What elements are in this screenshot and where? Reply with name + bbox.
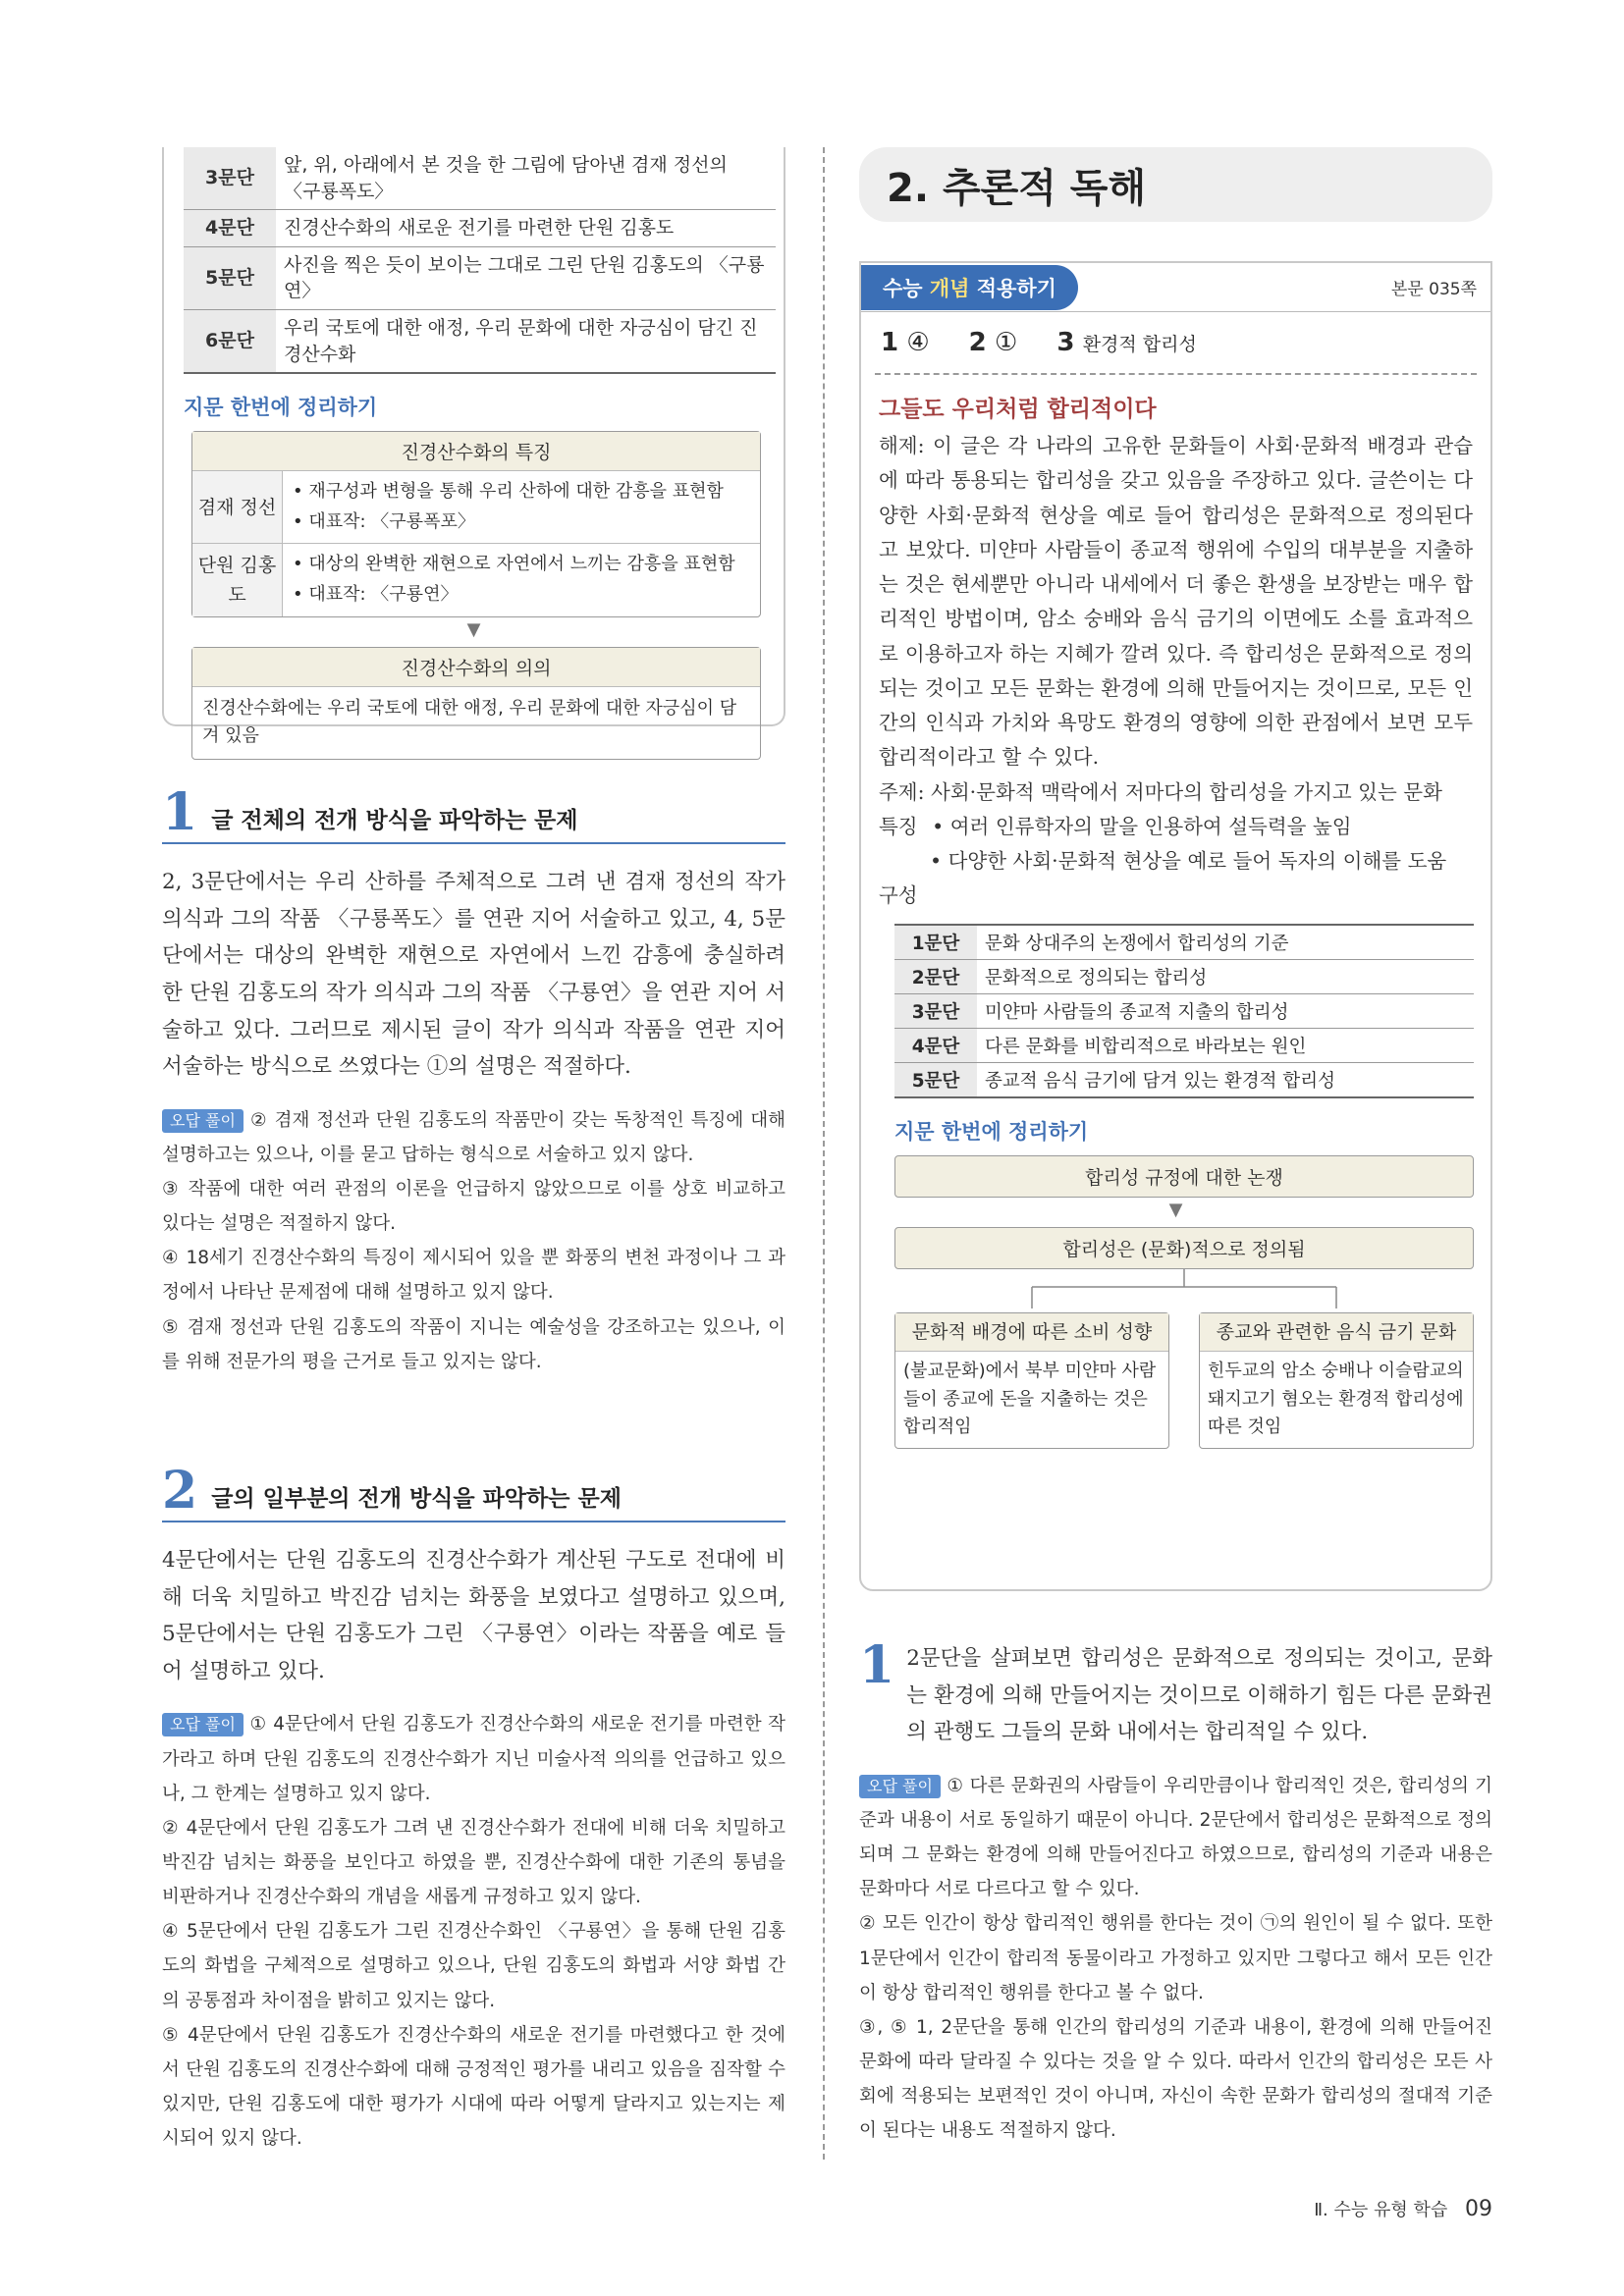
table-row [184,309,776,373]
wrong-answer-item: ⑤ 겸재 정선과 단원 김홍도의 작품이 지니는 예술성을 강조하고는 있으나, 이를 위해 전문가의 평을 근거로 들고 있지는 않다. [162,1316,785,1372]
question-number: 2 [162,1460,198,1521]
arrow-down-icon: ▼ [1168,1199,1183,1220]
structure-label: 구성 [879,883,918,908]
structure-table [894,924,1474,1098]
paragraph-label: 5문단 [184,246,276,309]
box-body: (불교문화)에서 북부 미얀마 사람들이 종교에 돈을 지출하는 것은 합리적임 [903,1360,1157,1438]
feature-line: • 대표작: 〈구룡폭포〉 [293,510,475,532]
question-1-wrong-answers [162,1103,785,1379]
paragraph-label: 4문단 [184,210,276,247]
box-caption: 문화적 배경에 따른 소비 성향 [895,1313,1168,1352]
features-box [191,431,761,616]
wrong-answer-tag: 오답 풀이 [162,1109,244,1133]
passage-summary-box [162,147,785,747]
page-footer [1314,2196,1492,2221]
feature-text [283,471,760,543]
left-column [162,147,785,2156]
question-number: 1 [859,1635,895,1695]
flow-box-1: 합리성 규정에 대한 논쟁 [894,1155,1474,1198]
paragraph-label: 1문단 [894,925,977,960]
wrong-answer-tag: 오답 풀이 [859,1775,941,1798]
table-row [184,210,776,247]
paragraph-text: 종교적 음식 금기에 담겨 있는 환경적 합리성 [985,1070,1335,1092]
paragraph-text: 문화적으로 정의되는 합리성 [985,967,1208,988]
table-row [184,147,776,210]
question-1-explanation: 2, 3문단에서는 우리 산하를 주체적으로 그려 낸 겸재 정선의 작가 의식과 그의 작품 〈구룡폭도〉를 연관 지어 서술하고 있고, 4, 5문단에서는 대상의 완벽한 재현으로 자연에서 느낀 감흥에 충실하려 한 단원 김홍도의 작가 의식과 그의 작품 〈구룡연〉을 연관 지어 서술하고 있다. 그러므로 제시된 글이 작가 의식과 작품을 연관 지어 서술하는 방식으로 쓰였다는 ①의 설명은 적절하다. [162,870,785,1080]
feature-label: 특징 [879,814,918,838]
food-taboo-box [1199,1312,1474,1450]
paragraph-label: 3문단 [184,147,276,210]
question-1-header [162,782,785,844]
meaning-box [191,647,761,761]
question-2-wrong-answers [162,1707,785,2156]
table-row [894,925,1474,960]
feature-row [192,544,760,615]
meaning-text: 진경산수화에는 우리 국토에 대한 애정, 우리 문화에 대한 자긍심이 담겨 있음 [202,697,737,747]
question-2-header [162,1460,785,1522]
paragraph-text: 앞, 위, 아래에서 본 것을 한 그림에 담아낸 겸재 정선의 〈구룡폭도〉 [284,154,728,202]
answer-key [875,312,1477,375]
concept-badge [861,265,1078,310]
paragraph-text: 우리 국토에 대한 애정, 우리 문화에 대한 자긍심이 담긴 진경산수화 [284,316,758,365]
table-row [184,246,776,309]
table-row [894,959,1474,993]
answer-item [881,328,930,357]
column-divider [823,147,825,2160]
box-caption: 종교와 관련한 음식 금기 문화 [1200,1313,1473,1352]
question-2-explanation: 4문단에서는 단원 김홍도의 진경산수화가 계산된 구도로 전대에 비해 더욱 치밀하고 박진감 넘치는 화풍을 보였다고 설명하고 있으며, 5문단에서는 단원 김홍도가 그린 〈구룡연〉이라는 작품을 예로 들어 설명하고 있다. [162,1547,785,1683]
feature-line: • 대표작: 〈구룡연〉 [293,583,459,605]
footer-section: Ⅱ. 수능 유형 학습 [1314,2200,1448,2220]
feature-line: • 재구성과 변형을 통해 우리 산하에 대한 감흥을 표현함 [293,481,724,503]
question-title: 글의 일부분의 전개 방식을 파악하는 문제 [211,1485,622,1512]
question-number: 1 [162,782,198,842]
passage-theme: 주제: 사회·문화적 맥락에서 저마다의 합리성을 가지고 있는 문화 [879,779,1442,804]
wrong-answer-item: ① 4문단에서 단원 김홍도가 진경산수화의 새로운 전기를 마련한 작가라고 하며 단원 김홍도의 진경산수화가 지닌 미술사적 의의를 언급하고 있으나, 그 한계는 설명하고 있지 않다. [162,1714,785,1804]
feature-line: • 다양한 사회·문화적 현상을 예로 들어 독자의 이해를 도움 [930,849,1447,873]
wrong-answer-item: ③ 작품에 대한 여러 관점의 이론을 언급하지 않았으므로 이를 상호 비교하고 있다는 설명은 적절하지 않다. [162,1179,785,1235]
wrong-answer-item: ④ 18세기 진경산수화의 특징이 제시되어 있을 뿐 화풍의 변천 과정이나 그 과정에서 나타난 문제점에 대해 설명하고 있지 않다. [162,1248,785,1304]
summary-heading: 지문 한번에 정리하기 [894,1119,1089,1144]
page-reference: 본문 035쪽 [1390,280,1477,299]
answer-value: ④ [906,328,930,357]
table-row [894,1062,1474,1097]
question-explanation: 2문단을 살펴보면 합리성은 문화적으로 정의되는 것이고, 문화는 환경에 의해 만들어지는 것이므로 이해하기 힘든 다른 문화권의 관행도 그들의 문화 내에서는 합리적일 수 있다. [906,1646,1492,1745]
wrong-answer-item: ③, ⑤ 1, 2문단을 통해 인간의 합리성의 기준과 내용이, 환경에 의해 만들어진 문화에 따라 달라질 수 있다는 것을 알 수 있다. 따라서 인간의 합리성은 모든 사회에 적용되는 보편적인 것이 아니며, 자신이 속한 문화가 합리성의 절대적 기준이 된다는 내용도 적절하지 않다. [859,2016,1492,2142]
concept-bar [861,263,1490,312]
concept-application-box [859,261,1492,1591]
table-row [894,993,1474,1028]
features-caption: 진경산수화의 특징 [192,432,760,471]
paragraph-table [184,147,776,374]
page-number: 09 [1465,2197,1492,2221]
right-column [859,147,1492,2148]
sub-boxes [894,1312,1474,1450]
paragraph-label: 6문단 [184,309,276,373]
paragraph-label: 3문단 [894,993,977,1028]
passage-features [875,810,1477,880]
flow-box-2: 합리성은 (문화)적으로 정의됨 [894,1227,1474,1269]
paragraph-label: 4문단 [894,1028,977,1062]
meaning-caption: 진경산수화의 의의 [192,648,760,687]
feature-label: 단원 김홍도 [192,544,283,615]
right-question-1 [859,1635,1492,1751]
answer-item [969,328,1018,357]
answer-number: 3 [1056,328,1075,357]
feature-row [192,471,760,544]
feature-line: • 여러 인류학자의 말을 인용하여 설득력을 높임 [932,814,1352,838]
concept-label-a: 수능 [883,276,930,300]
answer-value: 환경적 합리성 [1082,334,1197,355]
answer-number: 1 [881,328,899,357]
answer-item [1056,328,1197,357]
passage-haeje: 해제: 이 글은 각 나라의 고유한 문화들이 사회·문화적 배경과 관습에 따라 통용되는 합리성을 갖고 있음을 주장하고 있다. 글쓴이는 다양한 사회·문화적 현상을 예로 들어 합리성은 문화적으로 정의된다고 보았다. 미얀마 사람들이 종교적 행위에 수입의 대부분을 지출하는 것은 현세뿐만 아니라 내세에서 더 좋은 환생을 보장받는 매우 합리적인 방법이며, 암소 숭배와 음식 금기의 이면에도 소를 효과적으로 이용하고자 하는 지혜가 깔려 있다. 즉 합리성은 문화적으로 정의되는 것이고 모든 문화는 환경에 의해 만들어지는 것이므로, 모든 인간의 인식과 가치와 욕망도 환경의 영향에 의한 관점에서 보면 모두 합리적이라고 할 수 있다. [879,434,1473,770]
box-body: 힌두교의 암소 숭배나 이슬람교의 돼지고기 혐오는 환경적 합리성에 따른 것임 [1208,1360,1464,1438]
paragraph-label: 2문단 [894,959,977,993]
concept-label-c: 적용하기 [969,276,1056,300]
paragraph-text: 진경산수화의 새로운 전기를 마련한 단원 김홍도 [284,217,675,240]
wrong-answer-item: ④ 5문단에서 단원 김홍도가 그린 진경산수화인 〈구룡연〉을 통해 단원 김홍도의 화법을 구체적으로 설명하고 있으나, 단원 김홍도의 화법과 서양 화법 간의 공통점과 차이점을 밝히고 있지는 않다. [162,1921,785,2011]
branch-connector [894,1269,1474,1308]
feature-label: 겸재 정선 [192,471,283,543]
paragraph-text: 미얀마 사람들의 종교적 지출의 합리성 [985,1001,1289,1023]
feature-line: • 대상의 완벽한 재현으로 자연에서 느끼는 감흥을 표현함 [293,554,735,575]
wrong-answer-tag: 오답 풀이 [162,1713,244,1736]
paragraph-text: 문화 상대주의 논쟁에서 합리성의 기준 [985,933,1289,954]
right-question-1-wrong-answers [859,1769,1492,2149]
concept-label-b: 개념 [929,276,970,300]
question-title: 글 전체의 전개 방식을 파악하는 문제 [211,808,578,833]
answer-value: ① [995,328,1018,357]
feature-text [283,544,760,615]
wrong-answer-item: ② 4문단에서 단원 김홍도가 그려 낸 진경산수화가 전대에 비해 더욱 치밀하고 박진감 넘치는 화풍을 보인다고 하였을 뿐, 진경산수화에 대한 기존의 통념을 비판하거나 진경산수화의 개념을 새롭게 규정하고 있지 않다. [162,1817,785,1908]
paragraph-text: 다른 문화를 비합리적으로 바라보는 원인 [985,1036,1307,1057]
wrong-answer-item: ① 다른 문화권의 사람들이 우리만큼이나 합리적인 것은, 합리성의 기준과 내용이 서로 동일하기 때문이 아니다. 2문단에서 합리성은 문화적으로 정의되며 그 문화는 환경에 의해 만들어진다고 하였으므로, 합리성의 기준과 내용은 문화마다 서로 다르다고 할 수 있다. [859,1775,1492,1900]
paragraph-text: 사진을 찍은 듯이 보이는 그대로 그린 단원 김홍도의 〈구룡연〉 [284,253,765,302]
answer-number: 2 [968,328,987,357]
consumption-box [894,1312,1169,1450]
table-row [894,1028,1474,1062]
summary-heading: 지문 한번에 정리하기 [184,396,378,420]
wrong-answer-item: ② 겸재 정선과 단원 김홍도의 작품만이 갖는 독창적인 특징에 대해 설명하고는 있으나, 이를 묻고 답하는 형식으로 서술하고 있지 않다. [162,1109,785,1165]
paragraph-label: 5문단 [894,1062,977,1097]
wrong-answer-item: ② 모든 인간이 항상 합리적인 행위를 한다는 것이 ㉠의 원인이 될 수 없다. 또한 1문단에서 인간이 합리적 동물이라고 가정하고 있지만 그렇다고 해서 모든 인간이 항상 합리적인 행위를 한다고 볼 수 없다. [859,1913,1492,2003]
section-title: 2. 추론적 독해 [859,147,1492,222]
passage-title: 그들도 우리처럼 합리적이다 [879,397,1157,422]
arrow-down-icon: ▼ [466,618,481,640]
wrong-answer-item: ⑤ 4문단에서 단원 김홍도가 진경산수화의 새로운 전기를 마련했다고 한 것에서 단원 김홍도의 진경산수화에 대해 긍정적인 평가를 내리고 있음을 짐작할 수 있지만, 단원 김홍도에 대한 평가가 시대에 따라 어떻게 달라지고 있는지는 제시되어 있지 않다. [162,2024,785,2150]
